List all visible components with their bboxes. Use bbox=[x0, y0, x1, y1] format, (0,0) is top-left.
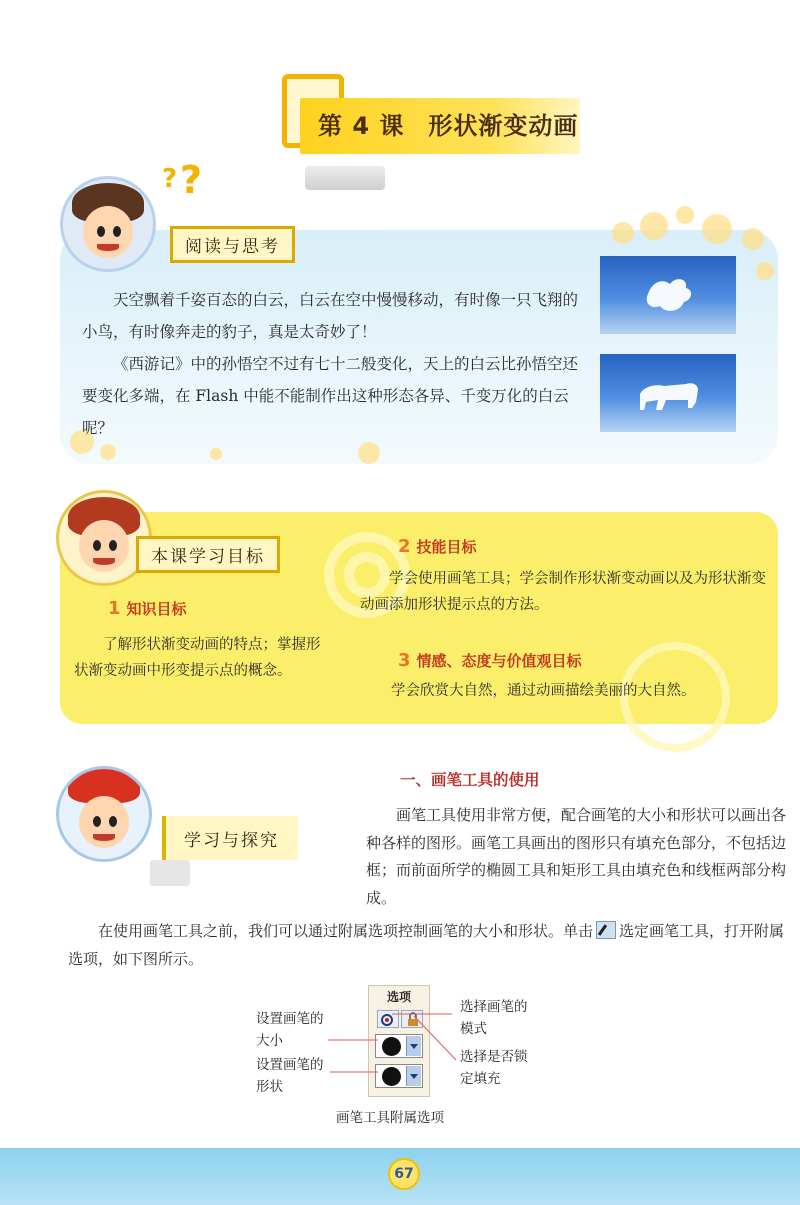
knowledge-goal-text: 了解形状渐变动画的特点；掌握形状渐变动画中形变提示点的概念。 bbox=[74, 637, 321, 679]
read-think-label: 阅读与思考 bbox=[170, 226, 295, 263]
panel-title: 选项 bbox=[386, 990, 411, 1004]
paragraph: 在使用画笔工具之前，我们可以通过附属选项控制画笔的大小和形状。单击 选定画笔工具，打开附属选项，如下图所示。 bbox=[68, 922, 785, 968]
lock-fill-button[interactable] bbox=[401, 1010, 423, 1028]
chevron-down-icon bbox=[406, 1036, 421, 1056]
goal-number: 1 bbox=[108, 598, 121, 619]
brush-shape-dropdown[interactable] bbox=[375, 1064, 423, 1088]
lesson-title-text: 形状渐变动画 bbox=[428, 112, 579, 140]
skill-goal-text: 学会使用画笔工具；学会制作形状渐变动画以及为形状渐变动画添加形状提示点的方法。 bbox=[360, 571, 766, 613]
capped-boy-avatar bbox=[56, 766, 152, 862]
callout-lock-fill: 选择是否锁定填充 bbox=[460, 1049, 528, 1087]
figure-caption: 画笔工具附属选项 bbox=[336, 1110, 444, 1126]
emotion-goal-text: 学会欣赏大自然，通过动画描绘美丽的大自然。 bbox=[391, 683, 696, 699]
emotion-goal-title: 3 情感、态度与价值观目标 bbox=[398, 650, 582, 671]
callout-brush-mode: 选择画笔的模式 bbox=[460, 999, 528, 1037]
monitor-stand-icon bbox=[150, 860, 190, 886]
page-title bbox=[318, 106, 578, 141]
lesson-number: 第 4 课 bbox=[318, 112, 405, 140]
goals-label: 本课学习目标 bbox=[136, 536, 280, 573]
paragraph: 天空飘着千姿百态的白云，白云在空中慢慢移动，有时像一只飞翔的小鸟，有时像奔走的豹子，真是太奇妙了！ bbox=[82, 291, 579, 341]
leopard-cloud-image bbox=[600, 354, 736, 432]
goal-number: 3 bbox=[398, 650, 411, 671]
brush-size-dropdown[interactable] bbox=[375, 1034, 423, 1058]
paragraph: 画笔工具使用非常方便，配合画笔的大小和形状可以画出各种各样的图形。画笔工具画出的图形只有填充色部分，不包括边框；而前面所学的椭圆工具和矩形工具由填充色和线框两部分构成。 bbox=[366, 806, 787, 907]
callout-brush-size: 设置画笔的大小 bbox=[256, 1011, 324, 1049]
callout-brush-shape: 设置画笔的形状 bbox=[256, 1057, 324, 1095]
section-heading: 一、画笔工具的使用 bbox=[400, 771, 540, 789]
explore-label: 学习与探究 bbox=[162, 816, 298, 860]
girl-avatar bbox=[60, 176, 156, 272]
paragraph: 《西游记》中的孙悟空不过有七十二般变化，天上的白云比孙悟空还要变化多端，在 Flash 中能不能制作出这种形态各异、千变万化的白云呢？ bbox=[82, 355, 579, 437]
knowledge-goal-title: 1 知识目标 bbox=[108, 598, 187, 619]
goal-number: 2 bbox=[398, 536, 411, 557]
brush-options-text bbox=[68, 918, 786, 973]
bird-cloud-image bbox=[600, 256, 736, 334]
brush-intro-text bbox=[366, 802, 786, 912]
size-preview-icon bbox=[382, 1037, 401, 1056]
question-mark-icon: ? bbox=[162, 164, 178, 194]
read-think-text bbox=[82, 284, 582, 444]
brush-mode-button[interactable] bbox=[377, 1010, 399, 1028]
skill-goal-title: 2 技能目标 bbox=[398, 536, 477, 557]
brush-tool-icon[interactable] bbox=[596, 921, 616, 939]
chevron-down-icon bbox=[406, 1066, 421, 1086]
question-mark-icon: ? bbox=[180, 158, 203, 202]
shape-preview-icon bbox=[382, 1067, 401, 1086]
brush-options-panel bbox=[368, 985, 430, 1097]
page-number: 67 bbox=[388, 1158, 420, 1190]
